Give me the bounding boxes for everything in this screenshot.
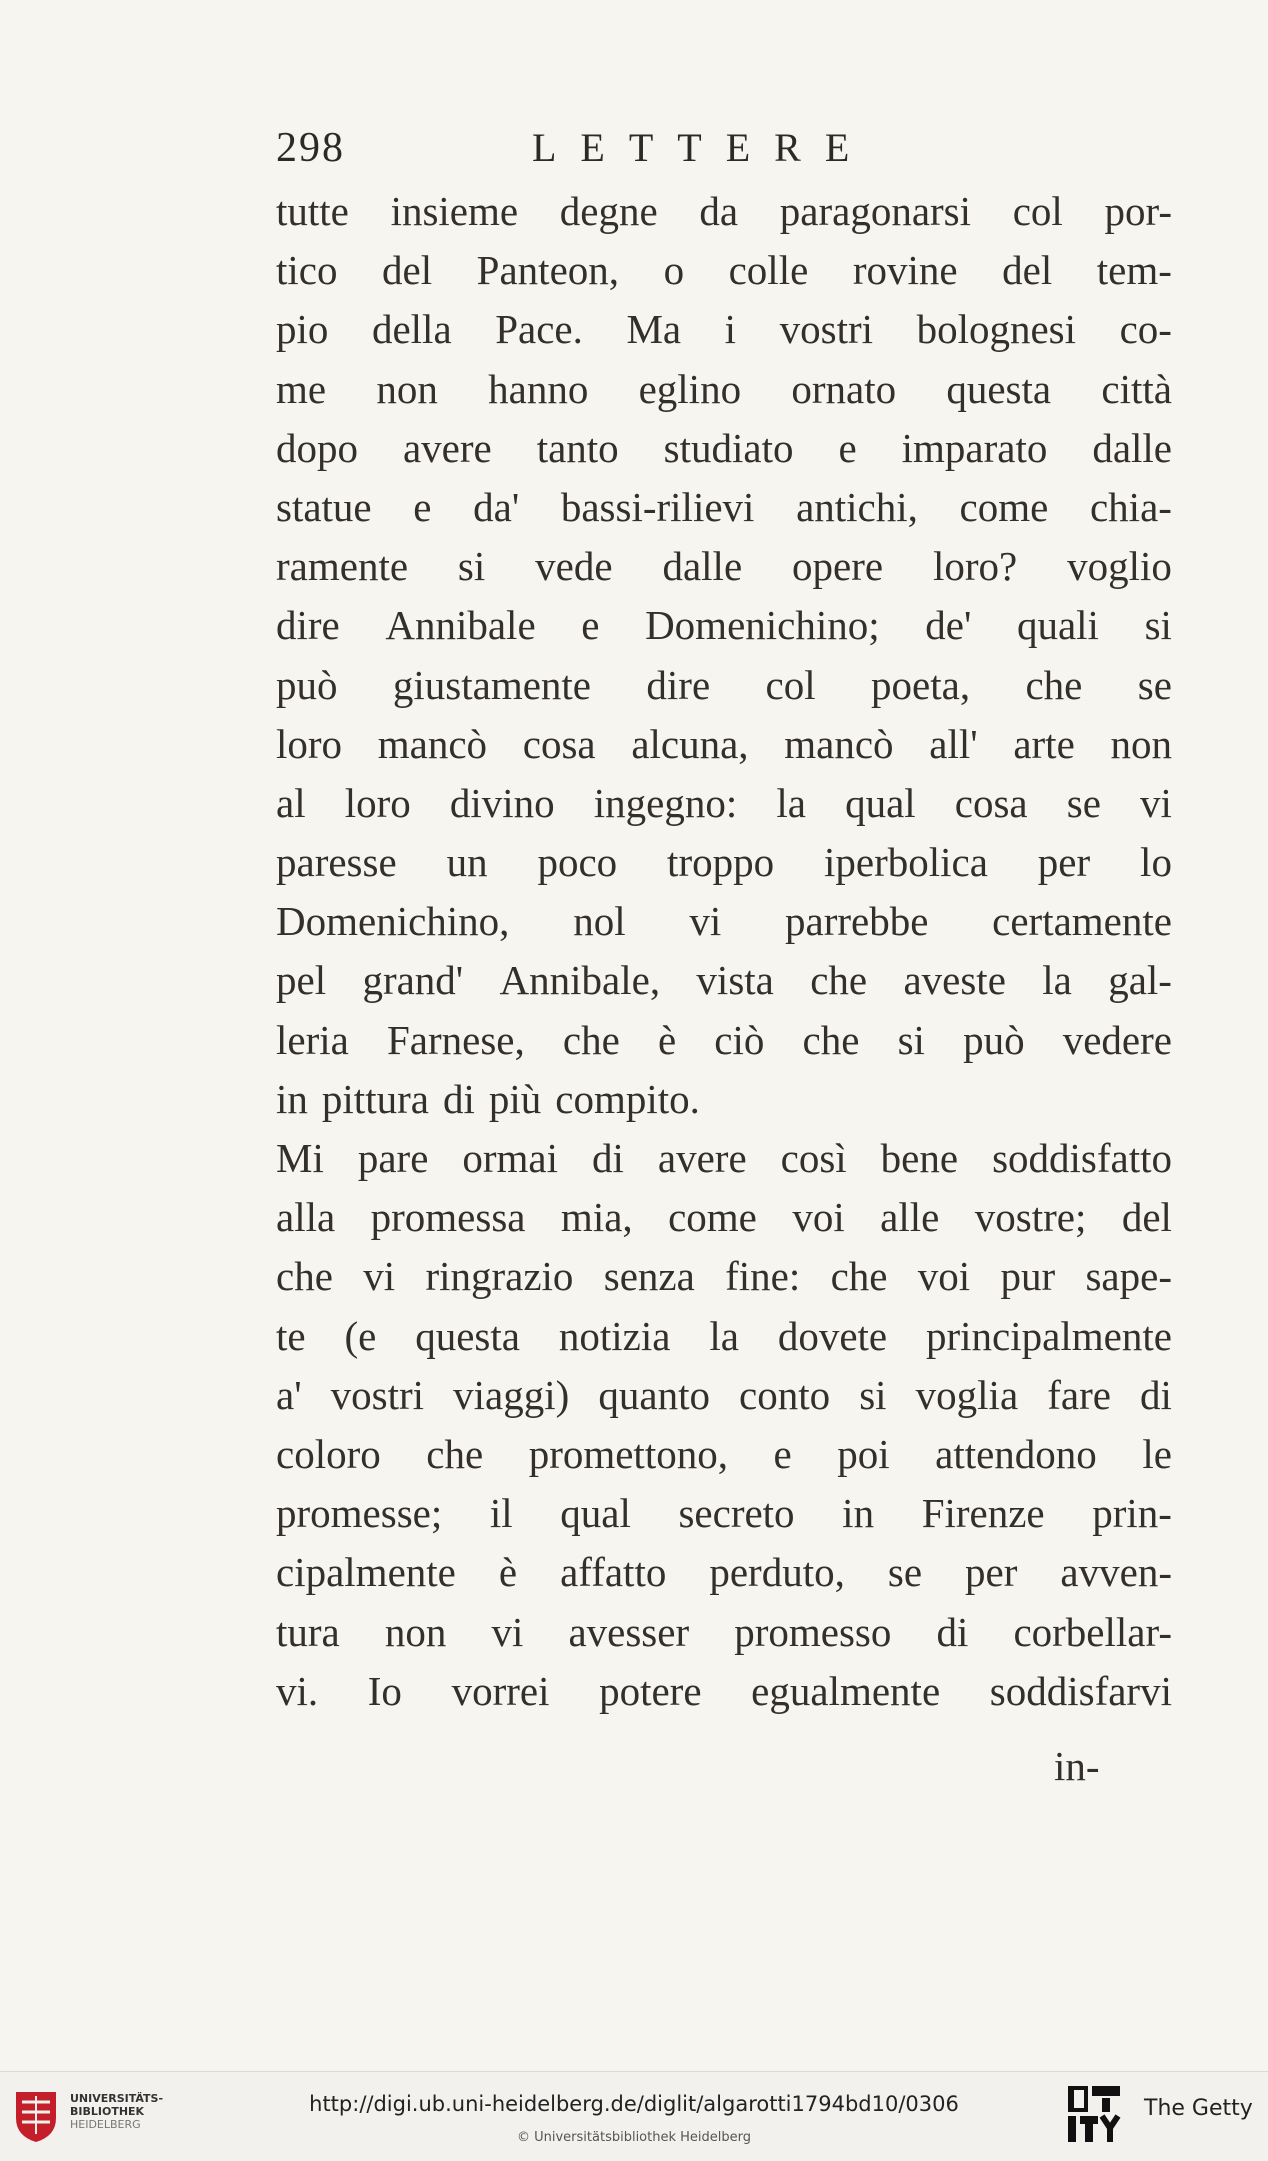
word: vostre; <box>974 1194 1087 1241</box>
word: insieme <box>390 188 519 234</box>
word: lo <box>1140 839 1172 886</box>
library-name-line2: BIBLIOTHEK <box>70 2105 145 2118</box>
word: Farnese, <box>386 1016 525 1063</box>
text-line <box>276 1662 1172 1721</box>
text-line <box>276 1366 1172 1425</box>
word: del <box>382 247 433 294</box>
text-line <box>276 182 1172 241</box>
word: Domenichino, <box>276 898 510 945</box>
word: hanno <box>488 365 589 412</box>
word: da <box>699 188 739 234</box>
word: vi <box>689 898 722 945</box>
word: vista <box>696 957 774 1004</box>
word: o <box>663 247 685 294</box>
word: chia- <box>1089 483 1172 530</box>
word: fare <box>1047 1371 1111 1418</box>
word: di <box>1140 1371 1172 1418</box>
word: Io <box>367 1667 402 1714</box>
text-line <box>276 478 1172 537</box>
word: la <box>709 1312 739 1359</box>
word: parrebbe <box>785 898 929 945</box>
word: voglia <box>915 1371 1019 1418</box>
text-line <box>276 419 1172 478</box>
word: prin- <box>1092 1490 1172 1537</box>
text-line <box>276 951 1172 1010</box>
word: vedere <box>1062 1016 1172 1063</box>
word: e <box>581 602 600 649</box>
word: vi <box>491 1608 524 1655</box>
word: opere <box>792 543 884 590</box>
library-name-line1: UNIVERSITÄTS- <box>70 2092 164 2105</box>
word: alle <box>880 1194 940 1241</box>
word: loro <box>344 779 411 826</box>
word: loro? <box>933 543 1018 590</box>
word: di <box>936 1608 969 1655</box>
word: il <box>489 1490 513 1537</box>
word: pittura <box>321 1075 429 1122</box>
word: che <box>802 1016 860 1063</box>
page-header <box>276 124 1176 184</box>
word: che <box>830 1253 888 1300</box>
word: pur <box>1000 1253 1056 1300</box>
word: poi <box>837 1430 890 1477</box>
word: promettono, <box>528 1430 728 1477</box>
word: conto <box>739 1371 831 1418</box>
word: antichi, <box>796 483 918 530</box>
word: città <box>1101 365 1172 412</box>
body-text <box>276 182 1172 1721</box>
word: notizia <box>558 1312 671 1359</box>
word: non <box>1110 720 1172 767</box>
text-line <box>276 1011 1172 1070</box>
library-name-line3: HEIDELBERG <box>70 2118 141 2131</box>
word: voi <box>917 1253 971 1300</box>
word: de' <box>925 602 972 649</box>
word: mia, <box>560 1194 633 1241</box>
word: vi <box>1140 779 1172 826</box>
word: per <box>1037 839 1091 886</box>
word: attendono <box>935 1430 1097 1477</box>
word: eglino <box>638 365 742 412</box>
word: tem- <box>1096 247 1172 294</box>
word: quanto <box>598 1371 710 1418</box>
word: tutte <box>276 188 349 234</box>
word: gal- <box>1108 957 1172 1004</box>
word: che <box>562 1016 620 1063</box>
word: è <box>657 1016 677 1063</box>
word: soddisfarvi <box>989 1667 1172 1714</box>
word: egualmente <box>751 1667 941 1714</box>
word: avere <box>402 424 492 471</box>
word: che <box>810 957 868 1004</box>
word: col <box>765 661 816 708</box>
word: principalmente <box>926 1312 1172 1359</box>
word: studiato <box>663 424 794 471</box>
word: promessa <box>370 1194 526 1241</box>
text-line <box>276 656 1172 715</box>
word: Annibale <box>385 602 536 649</box>
word: del <box>1121 1194 1172 1241</box>
word: giustamente <box>392 661 592 708</box>
word: se <box>887 1549 923 1596</box>
word: si <box>859 1371 887 1418</box>
word: dire <box>646 661 711 708</box>
word: tura <box>276 1608 340 1655</box>
text-line <box>276 833 1172 892</box>
text-line <box>276 1129 1172 1188</box>
word: non <box>376 365 438 412</box>
running-title: LETTERE <box>532 125 874 170</box>
word: me <box>276 365 327 412</box>
word: vorrei <box>451 1667 550 1714</box>
text-line <box>276 1070 1172 1129</box>
word: degne <box>559 188 658 234</box>
word: la <box>1042 957 1072 1004</box>
text-line <box>276 1484 1172 1543</box>
word: vostri <box>330 1371 425 1418</box>
word: ciò <box>714 1016 765 1063</box>
word: può <box>963 1016 1025 1063</box>
word: loro <box>276 720 343 767</box>
word: del <box>1002 247 1053 294</box>
word: se <box>1137 661 1172 708</box>
word: Mi <box>276 1135 324 1181</box>
word: avven- <box>1060 1549 1172 1596</box>
word: arte <box>1013 720 1075 767</box>
word: cipalmente <box>276 1549 456 1596</box>
word: potere <box>599 1667 702 1714</box>
word: da' <box>473 483 520 530</box>
word: può <box>276 661 338 708</box>
word: Pace. <box>495 306 583 353</box>
word: di <box>442 1075 475 1122</box>
word: e <box>413 483 432 530</box>
word: tico <box>276 247 338 294</box>
word: pare <box>357 1135 429 1181</box>
word: alcuna, <box>631 720 749 767</box>
word: mancò <box>784 720 894 767</box>
word: all' <box>929 720 978 767</box>
word: questa <box>415 1312 520 1359</box>
word: ornato <box>791 365 897 412</box>
word: quali <box>1016 602 1099 649</box>
text-line <box>276 1247 1172 1306</box>
word: ringrazio <box>425 1253 574 1300</box>
text-line <box>276 1603 1172 1662</box>
word: bene <box>880 1135 959 1181</box>
catchword: in- <box>1054 1743 1100 1789</box>
word: vi. <box>276 1667 319 1714</box>
word: si <box>1144 602 1172 649</box>
text-line <box>276 715 1172 774</box>
word: ormai <box>462 1135 559 1181</box>
word: co- <box>1119 306 1172 353</box>
text-line <box>276 537 1172 596</box>
word: bolognesi <box>916 306 1077 353</box>
word: in <box>842 1490 875 1537</box>
word: divino <box>449 779 555 826</box>
word: la <box>776 779 806 826</box>
text-line <box>276 360 1172 419</box>
word: se <box>1066 779 1101 826</box>
word: qual <box>560 1490 631 1537</box>
page-number: 298 <box>276 125 345 171</box>
word: le <box>1142 1430 1172 1477</box>
word: tanto <box>536 424 619 471</box>
word: avere <box>657 1135 747 1181</box>
text-line <box>276 241 1172 300</box>
word: si <box>457 543 486 590</box>
word: un <box>446 839 488 886</box>
word: (e <box>344 1312 377 1359</box>
word: Domenichino; <box>645 602 880 649</box>
partner-name: The Getty <box>1144 2096 1253 2121</box>
word: che <box>1025 661 1083 708</box>
word: come <box>959 483 1049 530</box>
text-line <box>276 300 1172 359</box>
word: ingegno: <box>593 779 738 826</box>
word: questa <box>946 365 1052 412</box>
word: Ma <box>626 306 682 353</box>
word: fine: <box>725 1253 801 1300</box>
word: troppo <box>667 839 775 886</box>
word: non <box>384 1608 447 1655</box>
word: qual <box>845 779 916 826</box>
word: senza <box>603 1253 695 1300</box>
word: della <box>371 306 452 353</box>
word: soddisfatto <box>992 1135 1172 1181</box>
word: sape- <box>1085 1253 1172 1300</box>
word: nol <box>573 898 626 945</box>
word: per <box>965 1549 1018 1596</box>
word: più <box>488 1075 542 1122</box>
word: rovine <box>852 247 958 294</box>
word: coloro <box>276 1430 381 1477</box>
word: Firenze <box>921 1490 1045 1537</box>
word: vi <box>363 1253 396 1300</box>
word: paresse <box>276 839 397 886</box>
word: affatto <box>560 1549 667 1596</box>
word: colle <box>728 247 809 294</box>
word: certamente <box>992 898 1172 945</box>
text-line <box>276 1188 1172 1247</box>
word: secreto <box>678 1490 795 1537</box>
word: come <box>668 1194 757 1241</box>
getty-logo-icon <box>1066 2084 1122 2148</box>
word: in <box>276 1075 308 1122</box>
text-line <box>276 596 1172 655</box>
footer-bar <box>0 2071 1268 2161</box>
word: voglio <box>1067 543 1172 590</box>
word: così <box>780 1135 847 1181</box>
word: poco <box>537 839 618 886</box>
word: mancò <box>377 720 488 767</box>
word: dopo <box>276 424 358 471</box>
word: avesser <box>568 1608 690 1655</box>
word: a' <box>276 1371 302 1418</box>
word: che <box>426 1430 484 1477</box>
permalink-url[interactable]: http://digi.ub.uni-heidelberg.de/diglit/algarotti1794bd10/0306 <box>309 2092 959 2116</box>
word: statue <box>276 483 372 530</box>
word: si <box>897 1016 925 1063</box>
word: por- <box>1104 188 1172 234</box>
word: alla <box>276 1194 336 1241</box>
word: al <box>276 779 306 826</box>
word: i <box>724 306 737 353</box>
word: Annibale, <box>499 957 661 1004</box>
copyright-notice: © Universitätsbibliothek Heidelberg <box>516 2130 751 2145</box>
word: vede <box>535 543 613 590</box>
word: leria <box>276 1016 349 1063</box>
word: pel <box>276 957 327 1004</box>
text-line <box>276 1425 1172 1484</box>
word: te <box>276 1312 306 1359</box>
text-line <box>276 1543 1172 1602</box>
word: dire <box>276 602 340 649</box>
word: di <box>592 1135 624 1181</box>
word: cosa <box>954 779 1028 826</box>
text-line <box>276 1307 1172 1366</box>
word: compito. <box>555 1075 700 1122</box>
word: col <box>1012 188 1063 234</box>
word: promesso <box>734 1608 892 1655</box>
word: corbellar- <box>1013 1608 1172 1655</box>
word: ramente <box>276 543 409 590</box>
text-line <box>276 774 1172 833</box>
word: voi <box>792 1194 845 1241</box>
word: dovete <box>777 1312 888 1359</box>
word: paragonarsi <box>779 188 972 234</box>
word: e <box>838 424 857 471</box>
word: pio <box>276 306 329 353</box>
word: iperbolica <box>823 839 988 886</box>
word: Panteon, <box>476 247 620 294</box>
word: poeta, <box>871 661 971 708</box>
word: promesse; <box>276 1490 443 1537</box>
word: viaggi) <box>453 1371 570 1418</box>
word: dalle <box>1092 424 1172 471</box>
text-line <box>276 892 1172 951</box>
word: bassi-rilievi <box>560 483 755 530</box>
word: è <box>498 1549 518 1596</box>
word: grand' <box>362 957 464 1004</box>
word: vostri <box>779 306 874 353</box>
word: che <box>276 1253 333 1300</box>
word: cosa <box>522 720 596 767</box>
word: perduto, <box>709 1549 845 1596</box>
word: aveste <box>903 957 1006 1004</box>
word: imparato <box>901 424 1048 471</box>
word: e <box>773 1430 792 1477</box>
word: dalle <box>662 543 743 590</box>
